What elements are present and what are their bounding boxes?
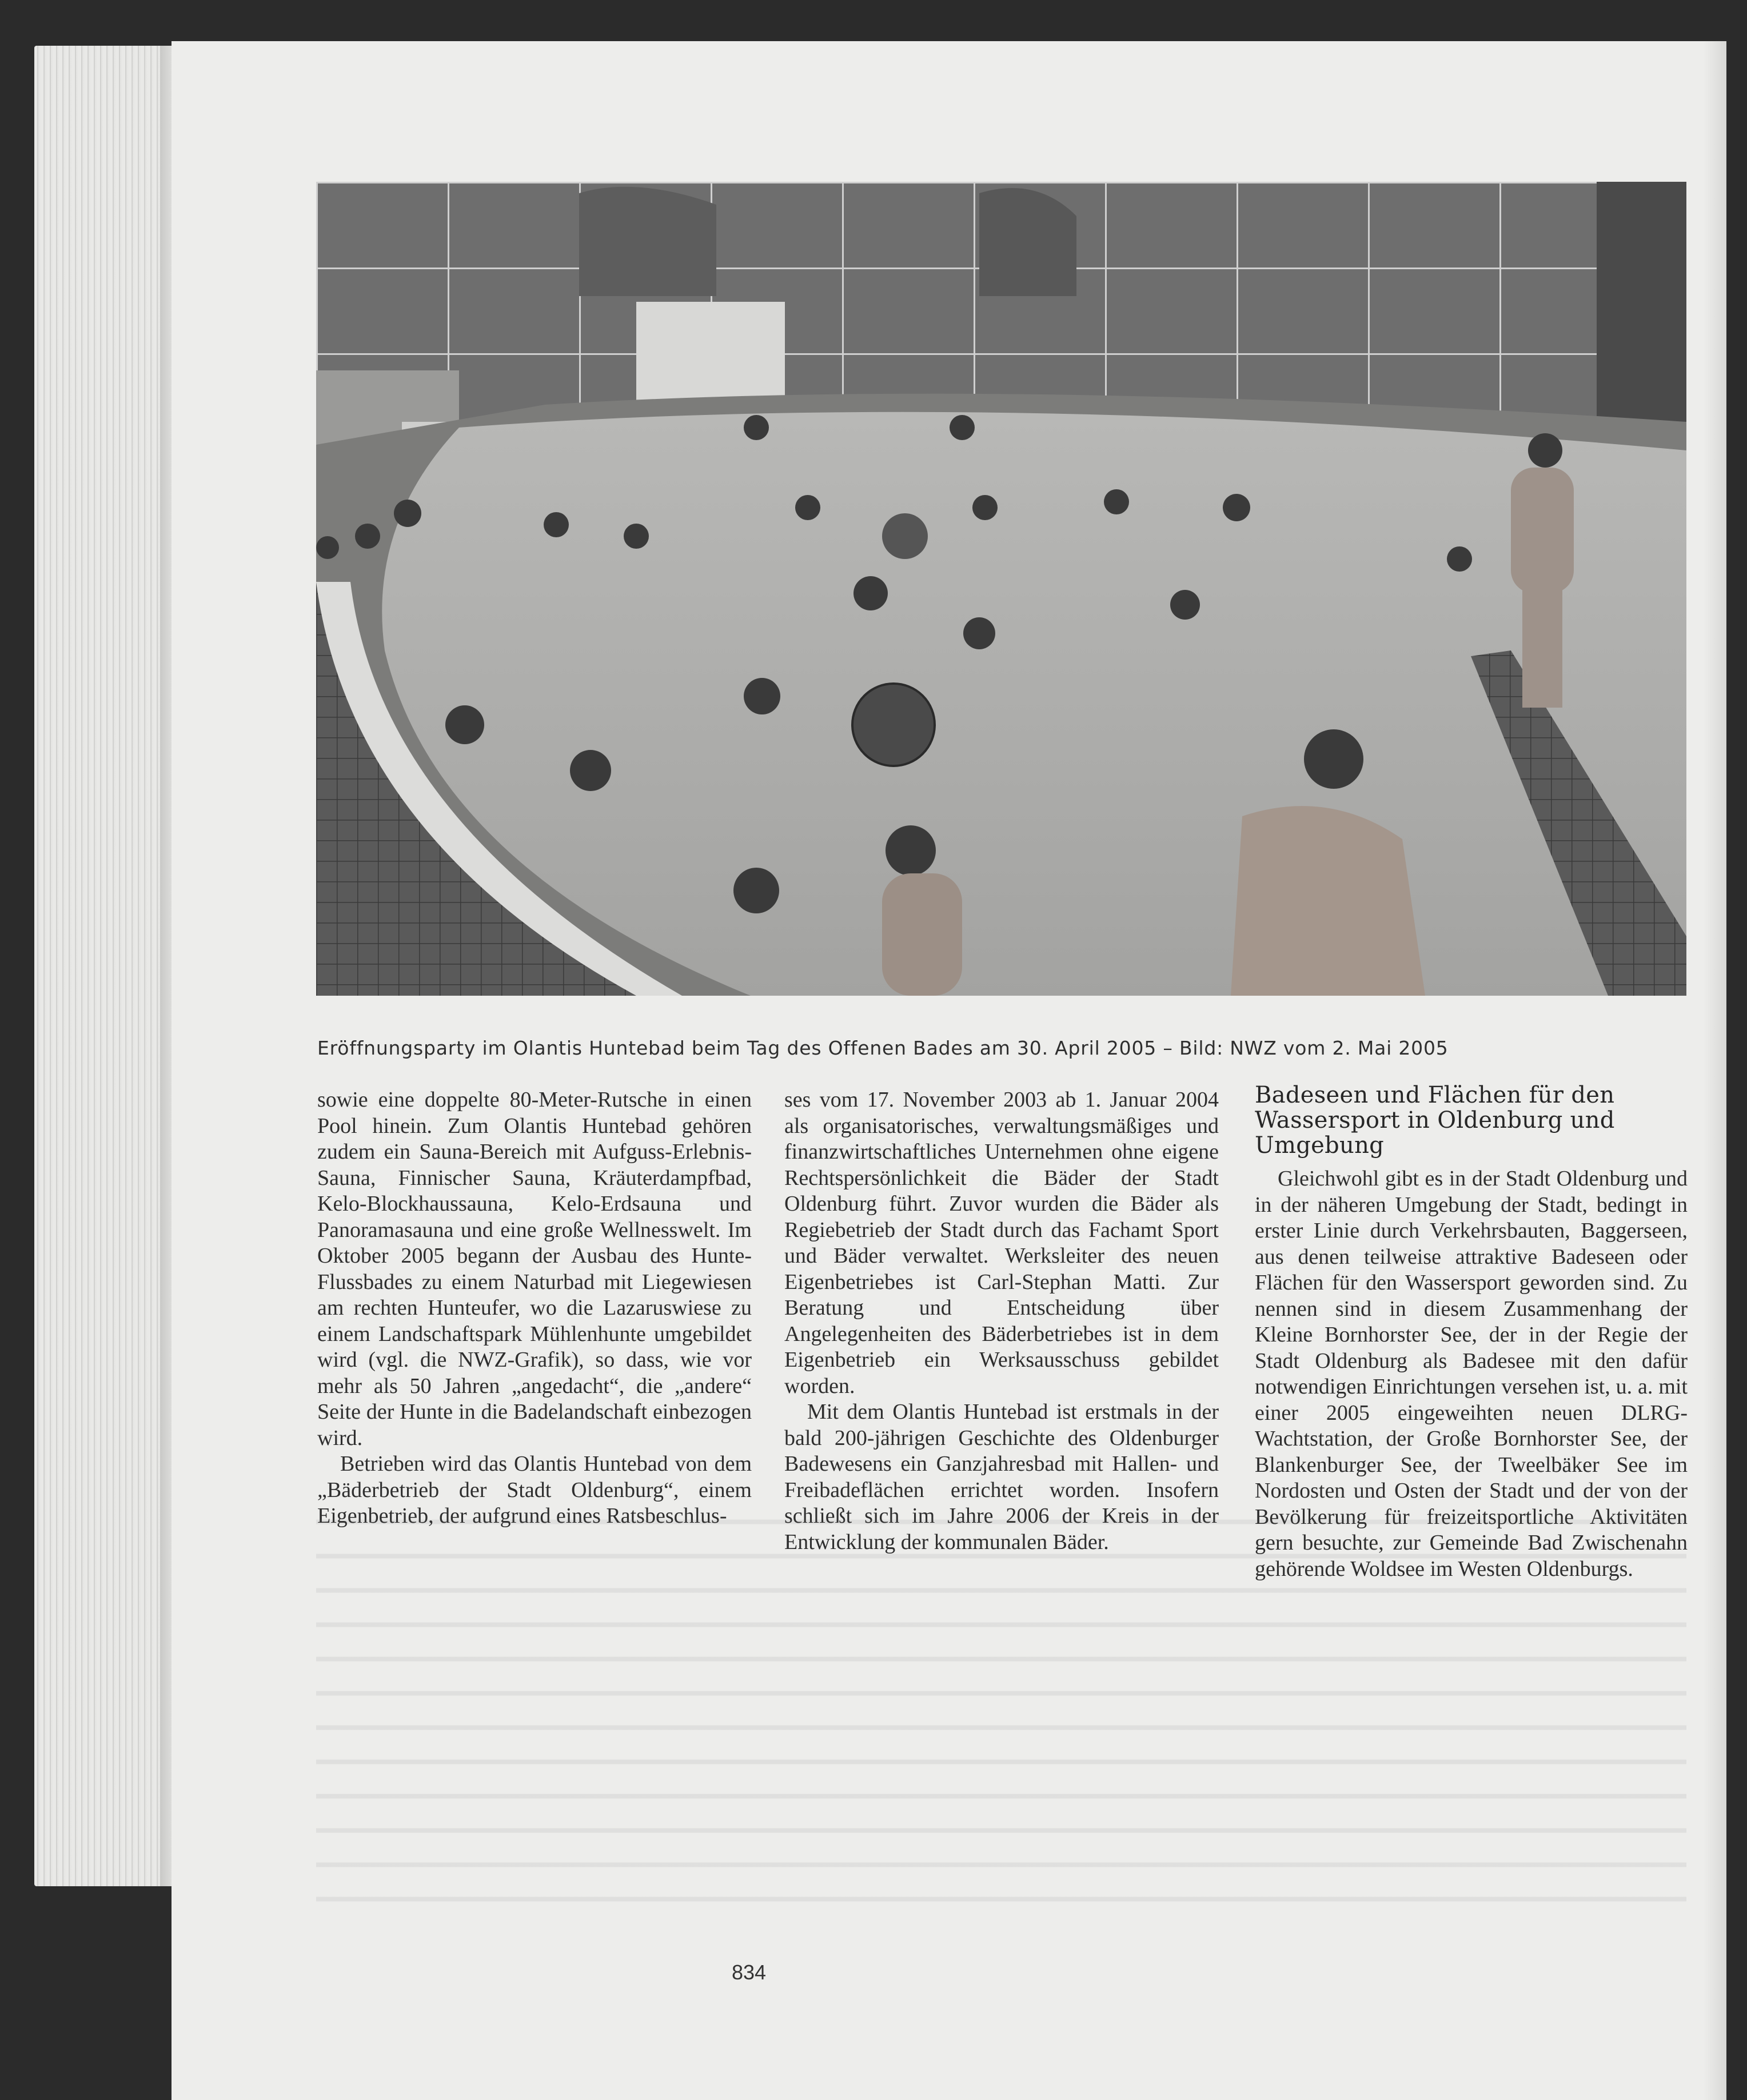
page-gutter-shadow: [1704, 41, 1726, 2100]
banner: [636, 302, 785, 405]
book-page-edge: [34, 46, 166, 1886]
beach-ball: [852, 684, 935, 766]
reverse-side-show-through: [316, 1504, 1686, 1905]
photo-caption: Eröffnungsparty im Olantis Huntebad beim Tag des Offenen Bades am 30. April 2005 – Bild: NWZ vom 2. Mai 2005: [317, 1037, 1449, 1059]
book-page: [171, 41, 1726, 2100]
photo-illustration: [316, 182, 1686, 996]
section-heading: Badeseen und Flächen für den Wassersport in Oldenburg und Umgebung: [1255, 1082, 1615, 1159]
paragraph: sowie eine doppelte 80-Meter-Rutsche in einen Pool hinein. Zum Olantis Huntebad gehören zudem ein Sauna-Bereich mit Aufguss-Erlebnis-Sauna, Finnischer Sauna, Kräuterdampfbad, Kelo-Blockhaussauna, Kelo-Erdsauna und Panoramasauna und eine große Wellnesswelt. Im Oktober 2005 begann der Ausbau des Hunte-Flussbades zu einem Naturbad mit Liegewiesen am rechten Hunteufer, wo die Lazaruswiese zu einem Landschaftspark Mühlenhunte umgebildet wird (vgl. die NWZ-Grafik), so dass, wie vor mehr als 50 Jahren „angedacht“, die „andere“ Seite der Hunte in die Badelandschaft einbezogen wird.: [317, 1088, 752, 1450]
paragraph: ses vom 17. November 2003 ab 1. Januar 2004 als organisatorisches, verwaltungsmäßiges und finanzwirtschaftliches Unternehmen ohne eigene Rechtspersönlichkeit die Bäder der Stadt Oldenburg führt. Zuvor wurden die Bäder als Regiebetrieb der Stadt durch das Fachamt Sport und Bäder verwaltet. Werksleiter des neuen Eigenbetriebes ist Carl-Stephan Matti. Zur Beratung und Entscheidung über Angelegenheiten des Bäderbetriebes ist in dem Eigenbetrieb ein Werksausschuss gebildet worden.: [784, 1088, 1219, 1398]
text-column-2: [784, 1087, 1219, 1555]
page-number: 834: [731, 1961, 767, 1984]
text-column-1: [317, 1087, 752, 1530]
paragraph: Betrieben wird das Olantis Huntebad von dem „Bäderbetrieb der Stadt Oldenburg“, einem Eigenbetrieb, der aufgrund eines Ratsbeschlus-: [317, 1452, 752, 1528]
pool-party-photo: [316, 182, 1686, 996]
paragraph: Mit dem Olantis Huntebad ist erstmals in der bald 200-jährigen Geschichte des Oldenburger Badewesens ein Ganzjahresbad mit Hallen- und Freibadeflächen errichtet worden. Insofern schließt sich im Jahre 2006 der Kreis in der Entwicklung der kommunalen Bäder.: [784, 1400, 1219, 1554]
paragraph: Gleichwohl gibt es in der Stadt Oldenburg und in der näheren Umgebung der Stadt, bedingt in erster Linie durch Verkehrsbauten, Baggerseen, aus denen teilweise attraktive Badeseen oder Flächen für den Wassersport geworden sind. Zu nennen sind in diesem Zusammenhang der Kleine Bornhorster See, der in der Regie der Stadt Oldenburg als Badesee mit den dafür notwendigen Einrichtungen versehen ist, u. a. mit einer 2005 eingeweihten neuen DLRG-Wachtstation, der Große Bornhorster See, der Blankenburger See, der Tweelbäker See im Nordosten und Osten der Stadt und der von der Bevölkerung für freizeitsportliche Aktivitäten gern besuchte, zur Gemeinde Bad Zwischenahn gehörende Woldsee im Westen Oldenburgs.: [1255, 1167, 1688, 1581]
